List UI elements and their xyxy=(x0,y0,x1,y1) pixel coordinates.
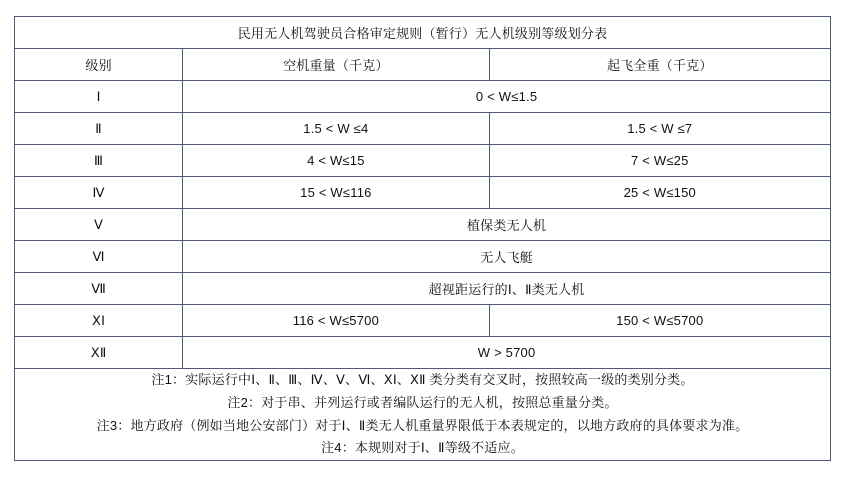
table-row xyxy=(15,337,831,369)
note-line: 注4：本规则对于Ⅰ、Ⅱ等级不适应。 xyxy=(321,440,524,456)
table-notes-row xyxy=(15,369,831,461)
table-row xyxy=(15,145,831,177)
cell-level: Ⅴ xyxy=(15,209,183,241)
table-row xyxy=(15,305,831,337)
cell-merged-value: 无人飞艇 xyxy=(183,241,831,273)
column-header-empty-weight: 空机重量（千克） xyxy=(183,49,489,81)
column-header-level: 级别 xyxy=(15,49,183,81)
cell-level: ⅩⅠ xyxy=(15,305,183,337)
table-row xyxy=(15,209,831,241)
cell-takeoff-weight: 25 < W≤150 xyxy=(489,177,830,209)
cell-empty-weight: 116 < W≤5700 xyxy=(183,305,489,337)
cell-merged-value: 植保类无人机 xyxy=(183,209,831,241)
cell-merged-value: W > 5700 xyxy=(183,337,831,369)
cell-takeoff-weight: 1.5 < W ≤7 xyxy=(489,113,830,145)
table-row xyxy=(15,273,831,305)
table-header-row xyxy=(15,49,831,81)
table-notes xyxy=(15,369,831,461)
cell-empty-weight: 1.5 < W ≤4 xyxy=(183,113,489,145)
cell-empty-weight: 15 < W≤116 xyxy=(183,177,489,209)
table-row xyxy=(15,241,831,273)
cell-level: Ⅵ xyxy=(15,241,183,273)
cell-merged-value: 0 < W≤1.5 xyxy=(183,81,831,113)
table-row xyxy=(15,177,831,209)
table-title-row xyxy=(15,17,831,49)
note-line: 注1：实际运行中Ⅰ、Ⅱ、Ⅲ、Ⅳ、Ⅴ、Ⅵ、ⅩⅠ、ⅩⅡ 类分类有交叉时，按照较高一级的类别分类。 xyxy=(151,372,694,387)
note-line: 注3：地方政府（例如当地公安部门）对于Ⅰ、Ⅱ类无人机重量界限低于本表规定的，以地方政府的具体要求为准。 xyxy=(96,417,749,433)
cell-takeoff-weight: 150 < W≤5700 xyxy=(489,305,830,337)
cell-merged-value: 超视距运行的Ⅰ、Ⅱ类无人机 xyxy=(183,273,831,305)
cell-empty-weight: 4 < W≤15 xyxy=(183,145,489,177)
cell-takeoff-weight: 7 < W≤25 xyxy=(489,145,830,177)
cell-level: Ⅰ xyxy=(15,81,183,113)
column-header-takeoff-weight: 起飞全重（千克） xyxy=(489,49,830,81)
cell-level: ⅩⅡ xyxy=(15,337,183,369)
uav-classification-table xyxy=(14,16,831,461)
cell-level: Ⅲ xyxy=(15,145,183,177)
cell-level: Ⅳ xyxy=(15,177,183,209)
table-title: 民用无人机驾驶员合格审定规则（暂行）无人机级别等级划分表 xyxy=(15,17,831,49)
cell-level: Ⅶ xyxy=(15,273,183,305)
table-row xyxy=(15,113,831,145)
table-row xyxy=(15,81,831,113)
cell-level: Ⅱ xyxy=(15,113,183,145)
note-line: 注2：对于串、并列运行或者编队运行的无人机，按照总重量分类。 xyxy=(227,394,618,410)
